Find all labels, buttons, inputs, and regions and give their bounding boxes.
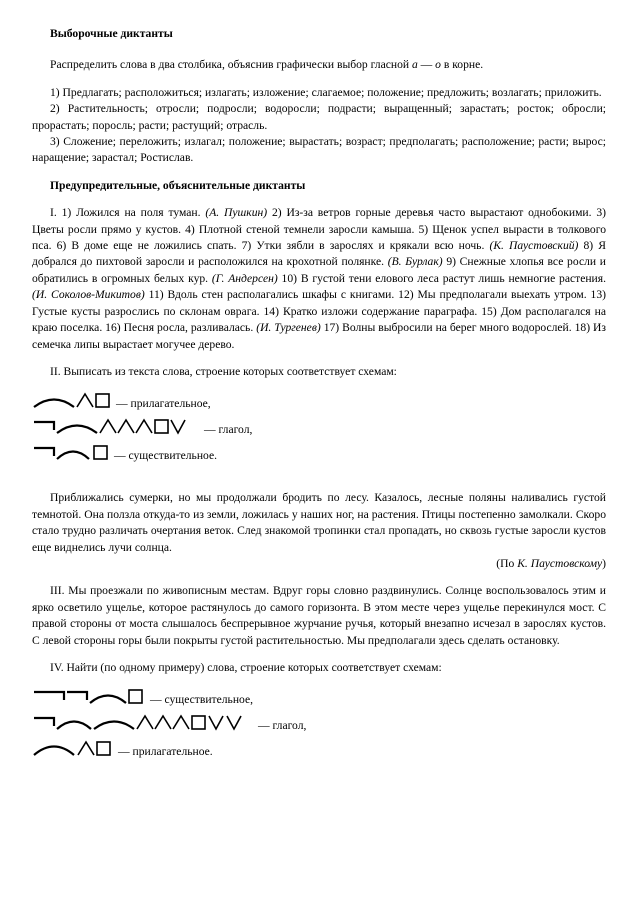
- sentence-text: 9) Снежные хлопья все росли и обратились в огромных белых кур.: [32, 255, 606, 285]
- scheme-label: — существительное.: [114, 449, 218, 463]
- text-paustovsky: Приближались сумерки, но мы продолжали бродить по лесу. Казалось, лесные поляны наливались густой темнотой. Она ползла откуда-то из земли, ложилась у наших ног, на растения. Птицы постепенно замолкали. Скоро стало трудно различать очертания веток. След знакомой тропинки стал пропадать, но сквозь густые заросли кустов еще виднелись лучи солнца.: [32, 491, 606, 554]
- scheme-label: — глагол,: [258, 719, 307, 733]
- sentence-text: 17) Волны выбросили на берег много водорослей. 18) Из семечка липы вырастает могучее дерево.: [32, 321, 606, 351]
- morpheme-scheme-diagram: [32, 390, 122, 414]
- sentence-text: 2) Из-за ветров горные деревья часто вырастают однобокими. 3) Цветы росли прямо у кустов. 4) Плотной стеной темнели заросли камыша. 5) Щенок успел вырасти в толкового пса. 6) В доме еще не ложились спать. 7) Утки зябли в зарослях и крякали всю ночь.: [32, 206, 607, 253]
- scheme-verb-2: [32, 712, 606, 738]
- morpheme-scheme-diagram: [32, 686, 162, 710]
- word-list-2: 2) Растительность; отросли; подросли; водоросли; подрасти; выращенный; зарастать; росток; обросли; прорастать; поросль; расти; растущий; отрасль.: [32, 102, 606, 132]
- author-citation: (В. Бурлак): [387, 255, 443, 269]
- scheme-noun-2: [32, 686, 606, 712]
- word-list-1: 1) Предлагать; расположиться; излагать; изложение; слагаемое; положение; предложить; возлагать; приложить.: [50, 85, 602, 99]
- morpheme-scheme-diagram: [32, 712, 262, 736]
- sentence-text: 11) Вдоль стен располагались шкафы с книгами. 12) Мы предполагали выехать утром. 13) Густые кусты разрослись по склонам оврага. 14) Кратко изложи содержание параграфа. 15) Дом располагался на краю поселка. 16) Песня росла, разливалась.: [32, 288, 606, 335]
- text-three: III. Мы проезжали по живописным местам. Вдруг горы словно раздвинулись. Солнце воспользовалось этим и ярко осветило ущелье, которое растянулось до самого горизонта. В этом месте через ущелье перекинулся мост. С правой стороны от моста слышалось беспрерывное журчание ручья, который внезапно исчезал в зарослях кустов. С левой стороны горы были покрыты густой растительностью. Мы предполагали здесь сделать остановку.: [32, 584, 606, 647]
- author-citation: (И. Соколов-Микитов): [32, 288, 145, 302]
- section-title-selective: Выборочные диктанты: [50, 27, 173, 40]
- author-citation: (К. Паустовский): [489, 239, 579, 253]
- scheme-adjective-2: [32, 738, 606, 764]
- morpheme-scheme-diagram: [32, 416, 207, 440]
- author-citation: (Г. Андерсен): [211, 271, 278, 285]
- author-citation: (А. Пушкин): [205, 206, 268, 220]
- attribution: (По К. Паустовскому): [496, 556, 606, 570]
- dictation-sentences: [32, 205, 606, 353]
- scheme-label: — глагол,: [204, 423, 253, 437]
- word-list-3: 3) Сложение; переложить; излагал; положение; вырастать; возраст; предполагать; расположение; расти; вырос; наращение; зарастал; Ростислав.: [32, 135, 606, 165]
- scheme-label: — существительное,: [150, 693, 254, 707]
- scheme-adjective: [32, 390, 606, 416]
- sentence-text: 8) Я добрался до пихтовой заросли и расположился на крохотной полянке.: [32, 239, 606, 269]
- scheme-label: — прилагательное,: [116, 397, 211, 411]
- author-citation: (И. Тургенев): [256, 321, 321, 335]
- task-two: II. Выписать из текста слова, строение которых соответствует схемам:: [50, 364, 397, 378]
- document-page: [32, 26, 606, 764]
- scheme-noun: [32, 442, 606, 468]
- morpheme-scheme-diagram: [32, 442, 122, 466]
- sentence-text: I. 1) Ложился на поля туман.: [50, 206, 206, 220]
- sentence-text: 10) В густой тени елового леса растут лишь немногие растения.: [277, 271, 606, 285]
- morpheme-scheme-diagram: [32, 738, 132, 762]
- task-four: IV. Найти (по одному примеру) слова, строение которых соответствует схемам:: [50, 660, 442, 674]
- task-instruction: Распределить слова в два столбика, объяснив графически выбор гласной а — о в корне.: [50, 58, 484, 72]
- section-title-dictations: Предупредительные, объяснительные диктанты: [50, 178, 306, 192]
- scheme-label: — прилагательное.: [118, 745, 213, 759]
- scheme-verb: [32, 416, 606, 442]
